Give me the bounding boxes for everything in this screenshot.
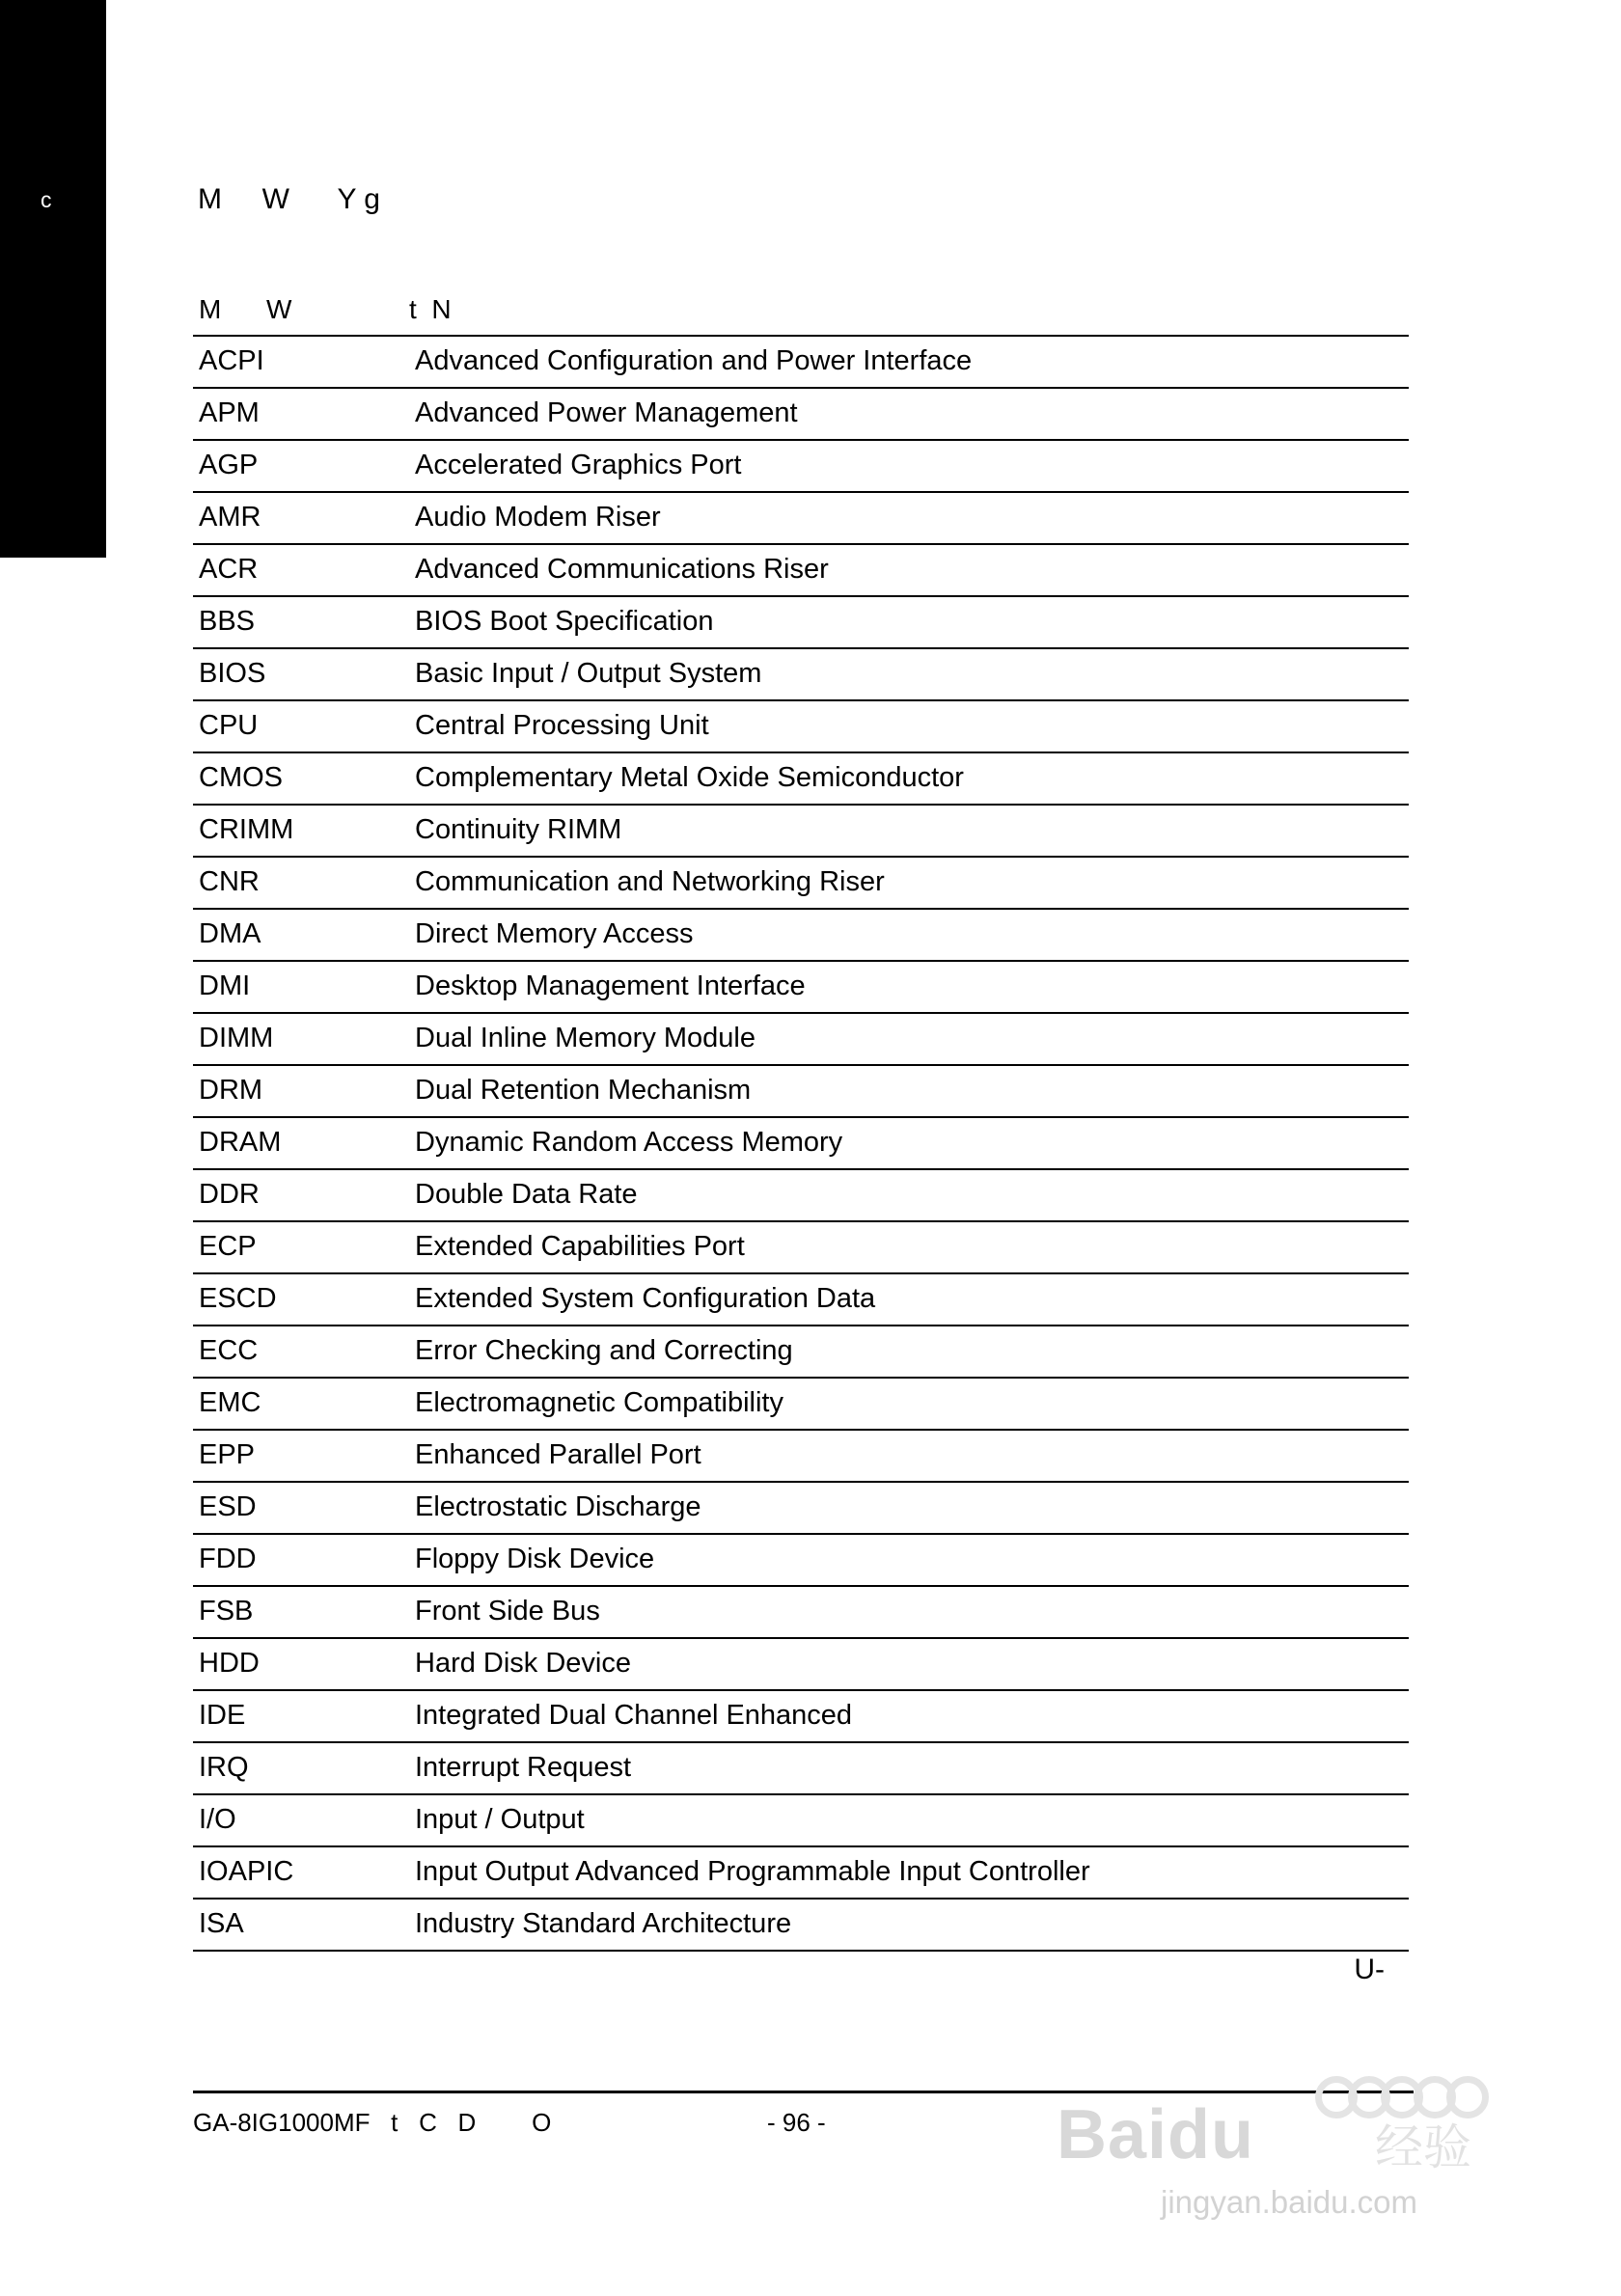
table-row [193,492,1409,544]
cell-abbr: I/O [193,1794,409,1846]
table-row [193,1273,1409,1326]
cell-abbr: IDE [193,1690,409,1742]
cell-abbr: ESD [193,1482,409,1534]
cell-abbr: DDR [193,1169,409,1221]
cell-desc: Desktop Management Interface [409,961,1409,1013]
cell-desc: Enhanced Parallel Port [409,1430,1409,1482]
cell-desc: Complementary Metal Oxide Semiconductor [409,752,1409,805]
cell-abbr: EPP [193,1430,409,1482]
cell-desc: Advanced Communications Riser [409,544,1409,596]
cell-abbr: ISA [193,1899,409,1951]
table-row [193,805,1409,857]
glossary-table [193,335,1409,1952]
table-row [193,1169,1409,1221]
table-row [193,336,1409,388]
cell-desc: Extended Capabilities Port [409,1221,1409,1273]
cell-abbr: FSB [193,1586,409,1638]
table-row [193,1690,1409,1742]
cell-desc: Dynamic Random Access Memory [409,1117,1409,1169]
table-row [193,857,1409,909]
cell-abbr: CRIMM [193,805,409,857]
table-row [193,1899,1409,1951]
page-edge-tab [0,0,106,558]
cell-abbr: BIOS [193,648,409,700]
cell-abbr: ESCD [193,1273,409,1326]
footer-page-number: - 96 - [767,2108,826,2137]
table-row [193,440,1409,492]
table-row [193,700,1409,752]
cell-abbr: CMOS [193,752,409,805]
cell-abbr: IOAPIC [193,1846,409,1899]
table-row [193,1430,1409,1482]
cell-desc: Direct Memory Access [409,909,1409,961]
cell-abbr: ACR [193,544,409,596]
cell-desc: Input Output Advanced Programmable Input Controller [409,1846,1409,1899]
table-row [193,648,1409,700]
cell-abbr: HDD [193,1638,409,1690]
cell-desc: BIOS Boot Specification [409,596,1409,648]
cell-desc: Central Processing Unit [409,700,1409,752]
cell-abbr: DIMM [193,1013,409,1065]
table-row [193,752,1409,805]
table-row [193,1742,1409,1794]
glossary-table-body [193,336,1409,1951]
cell-desc: Dual Inline Memory Module [409,1013,1409,1065]
cell-desc: Extended System Configuration Data [409,1273,1409,1326]
cell-desc: Dual Retention Mechanism [409,1065,1409,1117]
page-title: M W Y g [198,183,380,215]
column-header-abbreviation: M W [199,294,292,324]
trailing-fragment: U- [1354,1954,1385,1985]
cell-abbr: AGP [193,440,409,492]
table-row [193,1013,1409,1065]
cell-abbr: DMA [193,909,409,961]
cell-desc: Audio Modem Riser [409,492,1409,544]
cell-desc: Advanced Power Management [409,388,1409,440]
table-row [193,388,1409,440]
page-footer [193,2108,1414,2198]
table-row [193,1378,1409,1430]
cell-abbr: FDD [193,1534,409,1586]
table-row [193,1065,1409,1117]
table-row [193,544,1409,596]
cell-desc: Advanced Configuration and Power Interface [409,336,1409,388]
cell-abbr: EMC [193,1378,409,1430]
cell-abbr: IRQ [193,1742,409,1794]
cell-abbr: DMI [193,961,409,1013]
table-row [193,1482,1409,1534]
column-header-description: t N [409,294,452,324]
table-row [193,1326,1409,1378]
cell-desc: Error Checking and Correcting [409,1326,1409,1378]
cell-abbr: ECP [193,1221,409,1273]
cell-abbr: DRAM [193,1117,409,1169]
cell-abbr: BBS [193,596,409,648]
table-row [193,596,1409,648]
watermark-brand: Baidu [1057,2096,1255,2173]
table-header-row [193,294,1409,335]
cell-desc: Continuity RIMM [409,805,1409,857]
cell-abbr: ECC [193,1326,409,1378]
cell-desc: Interrupt Request [409,1742,1409,1794]
cell-desc: Electrostatic Discharge [409,1482,1409,1534]
cell-abbr: APM [193,388,409,440]
table-row [193,961,1409,1013]
cell-desc: Floppy Disk Device [409,1534,1409,1586]
watermark-url: jingyan.baidu.com [1161,2184,1417,2220]
cell-desc: Communication and Networking Riser [409,857,1409,909]
cell-abbr: CNR [193,857,409,909]
table-row [193,1534,1409,1586]
table-row [193,1846,1409,1899]
cell-abbr: AMR [193,492,409,544]
glossary-table-container [193,294,1409,1952]
cell-desc: Integrated Dual Channel Enhanced [409,1690,1409,1742]
footer-model-text: GA-8IG1000MF t C D O [193,2108,552,2137]
edge-tab-letter: c [41,187,52,212]
cell-desc: Industry Standard Architecture [409,1899,1409,1951]
cell-desc: Electromagnetic Compatibility [409,1378,1409,1430]
watermark-brand-cn: 经验 [1375,2120,1471,2174]
table-row [193,1117,1409,1169]
cell-desc: Hard Disk Device [409,1638,1409,1690]
cell-desc: Basic Input / Output System [409,648,1409,700]
table-row [193,1794,1409,1846]
cell-abbr: ACPI [193,336,409,388]
cell-abbr: DRM [193,1065,409,1117]
cell-desc: Accelerated Graphics Port [409,440,1409,492]
table-row [193,1638,1409,1690]
cell-abbr: CPU [193,700,409,752]
cell-desc: Double Data Rate [409,1169,1409,1221]
table-row [193,1586,1409,1638]
cell-desc: Front Side Bus [409,1586,1409,1638]
cell-desc: Input / Output [409,1794,1409,1846]
table-row [193,1221,1409,1273]
footer-divider [193,2091,1414,2093]
table-row [193,909,1409,961]
